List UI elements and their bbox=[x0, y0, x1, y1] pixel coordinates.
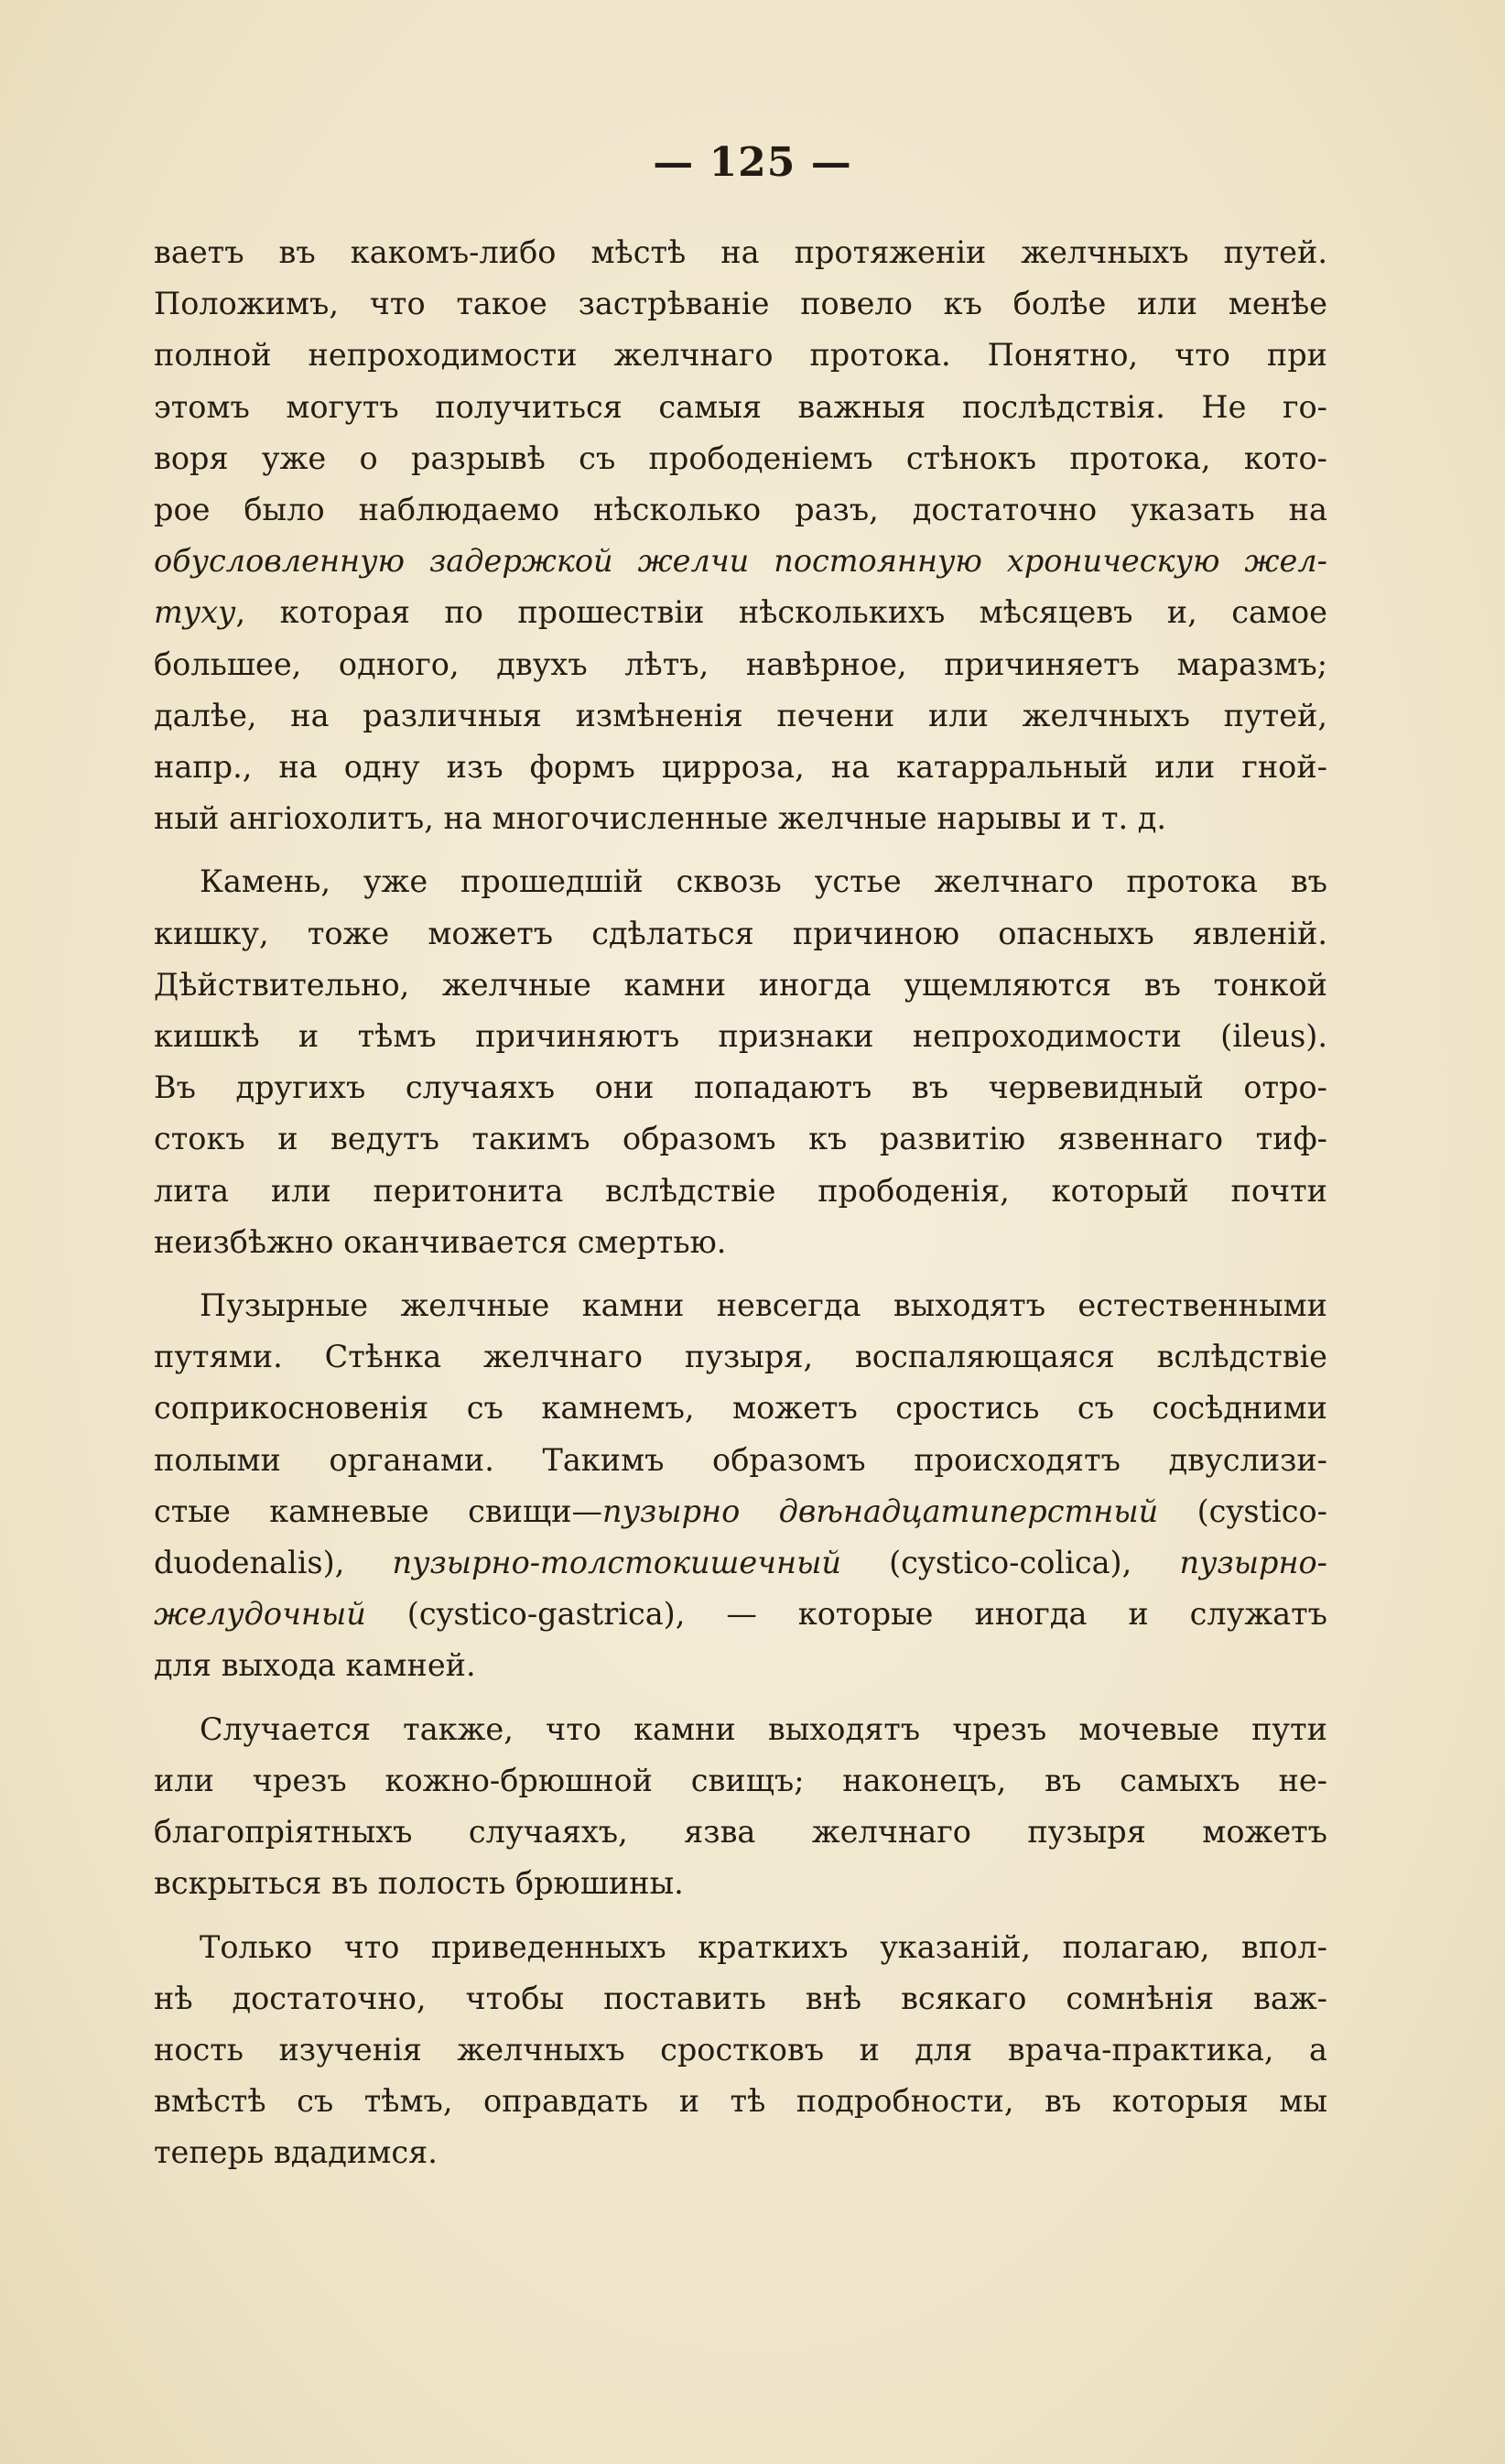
text-line: вскрыться въ полость брюшины. bbox=[154, 1865, 684, 1902]
text-line: благопріятныхъ случаяхъ, язва желчнаго пузыря можетъ bbox=[154, 1814, 1327, 1851]
text-line: кишку, тоже можетъ сдѣлаться причиною опасныхъ явленій. bbox=[154, 915, 1327, 951]
text-line: путями. Стѣнка желчнаго пузыря, воспаляющаяся вслѣдствіе bbox=[154, 1339, 1327, 1375]
text-line: полыми органами. Такимъ образомъ происходятъ двуслизи- bbox=[154, 1441, 1327, 1478]
text-line: далѣе, на различныя измѣненія печени или желчныхъ путей, bbox=[154, 697, 1327, 733]
text-line-italic: обусловленную задержкой желчи постоянную хроническую жел- bbox=[154, 543, 1327, 580]
text-line: соприкосновенія съ камнемъ, можетъ сростись съ сосѣдними bbox=[154, 1390, 1327, 1427]
text-line: Камень, уже прошедшій сквозь устье желчнаго протока въ bbox=[200, 863, 1327, 900]
text-line: вмѣстѣ съ тѣмъ, оправдать и тѣ подробности, въ которыя мы bbox=[154, 2083, 1327, 2120]
text-line: или чрезъ кожно-брюшной свищъ; наконецъ, въ самыхъ не- bbox=[154, 1762, 1327, 1798]
text-line: стые камневые свищи—пузырно двѣнадцатиперстный (cystico- bbox=[154, 1493, 1327, 1529]
text-line: напр., на одну изъ формъ цирроза, на катарральный или гной- bbox=[154, 749, 1327, 786]
text-line: Только что приведенныхъ краткихъ указаній, полагаю, впол- bbox=[200, 1928, 1327, 1965]
text-line: Въ другихъ случаяхъ они попадаютъ въ червевидный отро- bbox=[154, 1069, 1327, 1106]
text-line: кишкѣ и тѣмъ причиняютъ признаки непроходимости (ileus). bbox=[154, 1018, 1327, 1055]
text-line: теперь вдадимся. bbox=[154, 2134, 438, 2171]
text-line: воря уже о разрывѣ съ прободеніемъ стѣнокъ протока, кото- bbox=[154, 440, 1327, 476]
text-line: лита или перитонита вслѣдствіе прободенія, который почти bbox=[154, 1172, 1327, 1209]
text-line: нѣ достаточно, чтобы поставить внѣ всякаго сомнѣнія важ- bbox=[154, 1980, 1327, 2016]
text-line: туху, которая по прошествіи нѣсколькихъ мѣсяцевъ и, самое bbox=[154, 594, 1327, 631]
paragraph bbox=[154, 1280, 1327, 1692]
page-number: — 125 — bbox=[653, 139, 852, 186]
text-line: Дѣйствительно, желчные камни иногда ущемляются въ тонкой bbox=[154, 966, 1327, 1003]
text-line: duodenalis), пузырно-толстокишечный (cystico-colica), пузырно- bbox=[154, 1545, 1327, 1581]
paragraph bbox=[154, 227, 1327, 844]
text-line: полной непроходимости желчнаго протока. Понятно, что при bbox=[154, 337, 1327, 374]
text-line: рое было наблюдаемо нѣсколько разъ, достаточно указать на bbox=[154, 492, 1327, 528]
text-line: для выхода камней. bbox=[154, 1647, 476, 1684]
text-line: стокъ и ведутъ такимъ образомъ къ развитію язвеннаго тиф- bbox=[154, 1121, 1327, 1157]
text-line: этомъ могутъ получиться самыя важныя послѣдствія. Не го- bbox=[154, 388, 1327, 425]
paragraph bbox=[154, 1704, 1327, 1910]
text-line: неизбѣжно оканчивается смертью. bbox=[154, 1223, 727, 1260]
text-line: ный ангіохолитъ, на многочисленные желчные нарывы и т. д. bbox=[154, 800, 1167, 837]
text-line: ваетъ въ какомъ-либо мѣстѣ на протяженіи желчныхъ путей. bbox=[154, 234, 1327, 270]
paragraph bbox=[154, 1922, 1327, 2179]
body-text bbox=[154, 227, 1327, 2191]
text-line: желудочный (cystico-gastrica), — которые иногда и служатъ bbox=[154, 1596, 1327, 1633]
text-line: Случается также, что камни выходятъ чрезъ мочевые пути bbox=[200, 1710, 1327, 1747]
text-line: большее, одного, двухъ лѣтъ, навѣрное, причиняетъ маразмъ; bbox=[154, 646, 1327, 682]
text-line: Положимъ, что такое застрѣваніе повело къ болѣе или менѣе bbox=[154, 286, 1327, 322]
text-line: ность изученія желчныхъ сростковъ и для врача-практика, а bbox=[154, 2031, 1327, 2068]
paragraph bbox=[154, 856, 1327, 1268]
text-line: Пузырные желчные камни невсегда выходятъ естественными bbox=[200, 1287, 1327, 1324]
